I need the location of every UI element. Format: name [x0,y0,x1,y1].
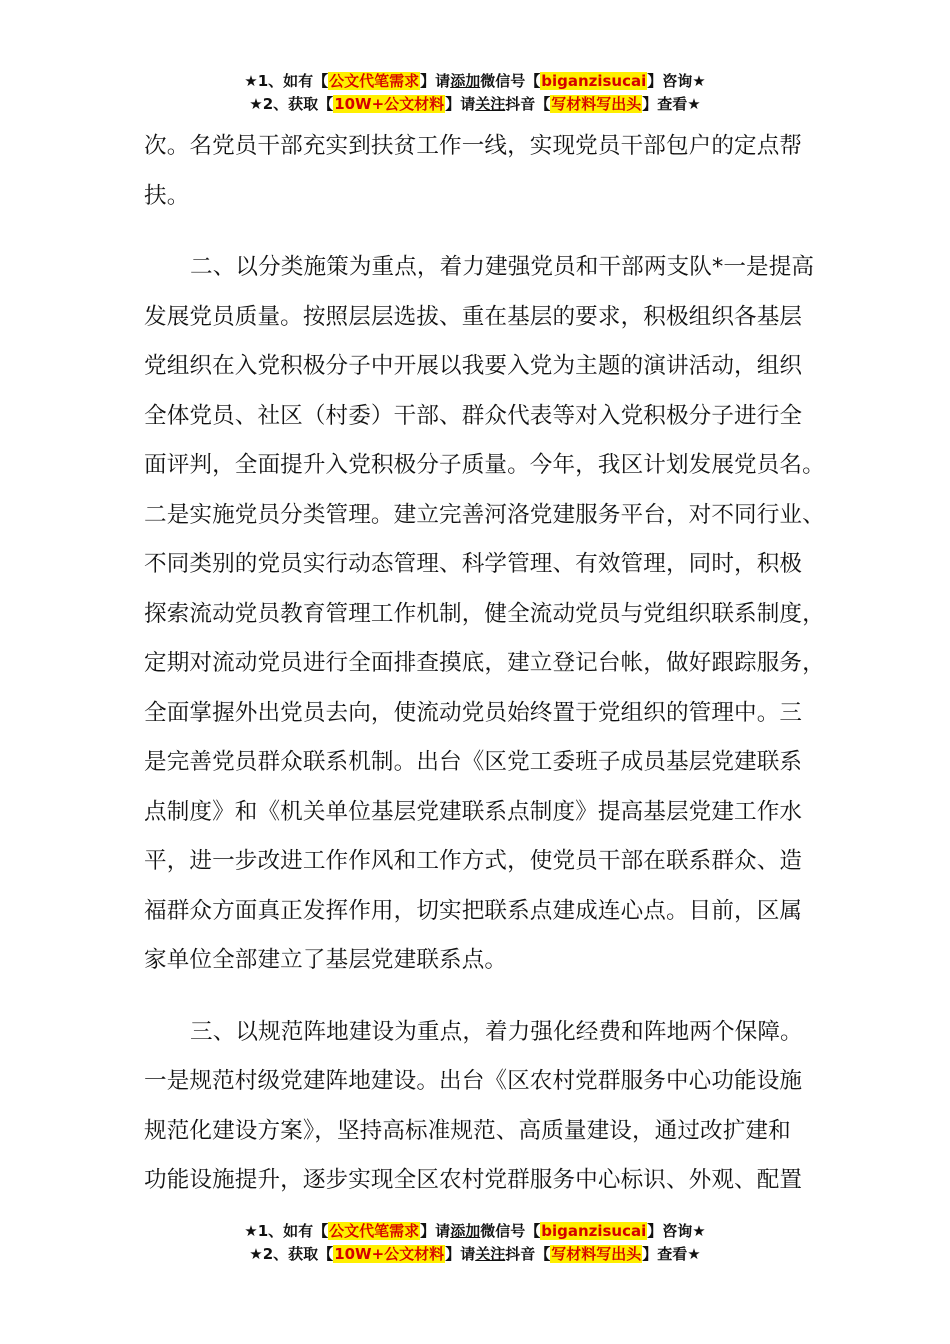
highlight-douyin-account: 写材料写出头 [551,1245,642,1263]
text-line: 发展党员质量。按照层层选拔、重在基层的要求，积极组织各基层 [144,303,803,330]
text-line: 党组织在入党积极分子中开展以我要入党为主题的演讲活动，组织 [144,353,803,379]
text-line: 是完善党员群众联系机制。出台《区党工委班子成员基层党建联系 [144,749,803,775]
highlight-ghostwriting: 公文代笔需求 [329,1222,420,1240]
highlight-materials: 10W+公文材料 [334,95,445,113]
text-line: 全面掌握外出党员去向，使流动党员始终置于党组织的管理中。三 [144,699,803,726]
text-line: 定期对流动党员进行全面排查摸底，建立登记台帐，做好跟踪服务， [144,650,825,676]
footer-promo-banner [0,1220,950,1266]
header-promo-banner [0,70,950,116]
text-line: 探索流动党员教育管理工作机制，健全流动党员与党组织联系制度， [144,600,825,627]
paragraph [144,1008,834,1206]
text-line: 规范化建设方案》，坚持高标准规范、高质量建设，通过改扩建和 [144,1117,791,1144]
text-line: 二、以分类施策为重点，着力建强党员和干部两支队*一是提高 [190,254,815,280]
text-line: 一是规范村级党建阵地建设。出台《区农村党群服务中心功能设施 [144,1068,803,1094]
text-line: 全体党员、社区（村委）干部、群众代表等对入党积极分子进行全 [144,402,803,429]
paragraph [144,243,834,986]
text-line: 福群众方面真正发挥作用，切实把联系点建成连心点。目前，区属 [144,897,803,924]
highlight-wechat-id: biganzisucai [541,72,647,90]
text-line: 点制度》和《机关单位基层党建联系点制度》提高基层党建工作水 [144,798,803,825]
text-line: 平，进一步改进工作作风和工作方式，使党员干部在联系群众、造 [144,848,803,874]
document-body [144,122,834,1206]
text-line: 三、以规范阵地建设为重点，着力强化经费和阵地两个保障。 [190,1018,803,1045]
text-line: 扶。 [144,182,190,209]
promo-line-1: ★1、如有【公文代笔需求】请添加微信号【biganzisucai】咨询★ [244,72,706,90]
text-line: 功能设施提升，逐步实现全区农村党群服务中心标识、外观、配置 [144,1167,803,1193]
highlight-wechat-id: biganzisucai [541,1222,647,1240]
text-line: 面评判，全面提升入党积极分子质量。今年，我区计划发展党员名。 [144,452,825,478]
promo-line-2: ★2、获取【10W+公文材料】请关注抖音【写材料写出头】查看★ [249,95,701,113]
text-line: 次。名党员干部充实到扶贫工作一线，实现党员干部包户的定点帮 [144,133,803,159]
paragraph [144,122,834,221]
highlight-douyin-account: 写材料写出头 [551,95,642,113]
promo-line-1: ★1、如有【公文代笔需求】请添加微信号【biganzisucai】咨询★ [244,1222,706,1240]
highlight-ghostwriting: 公文代笔需求 [329,72,420,90]
text-line: 二是实施党员分类管理。建立完善河洛党建服务平台，对不同行业、 [144,501,825,528]
highlight-materials: 10W+公文材料 [334,1245,445,1263]
promo-line-2: ★2、获取【10W+公文材料】请关注抖音【写材料写出头】查看★ [249,1245,701,1263]
text-line: 不同类别的党员实行动态管理、科学管理、有效管理，同时，积极 [144,551,803,577]
text-line: 家单位全部建立了基层党建联系点。 [144,947,508,973]
